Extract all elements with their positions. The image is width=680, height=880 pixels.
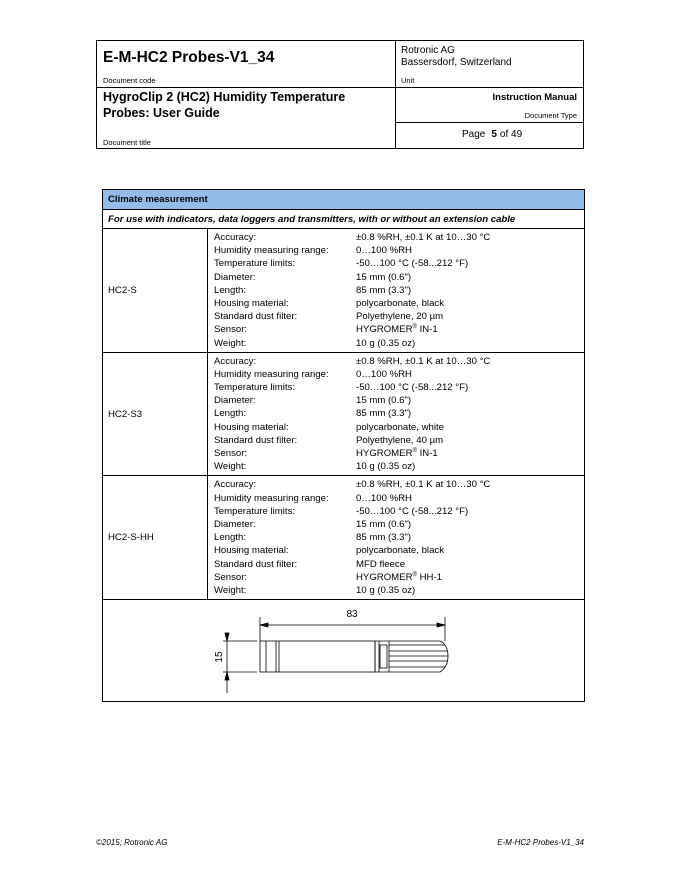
spec-label: Diameter:	[214, 518, 256, 530]
spec-value-text: MFD fleece	[356, 558, 406, 570]
footer-doc-code: E-M-HC2 Probes-V1_34	[497, 838, 584, 847]
model-name: HC2-S-HH	[103, 476, 208, 600]
diameter-label: 15	[213, 651, 225, 663]
registered-mark: ®	[412, 571, 417, 578]
spec-line	[214, 505, 584, 518]
spec-label: Accuracy:	[214, 479, 257, 491]
spec-value-text: polycarbonate, white	[356, 421, 444, 433]
page-total: of 49	[499, 129, 523, 140]
probe-dimension-drawing	[213, 605, 469, 697]
spec-value-text: 15 mm (0.6")	[356, 271, 412, 283]
spec-label: Diameter:	[214, 395, 256, 407]
spec-value-text: 85 mm (3.3")	[356, 284, 412, 296]
spec-value	[356, 518, 584, 531]
page-number: 5	[491, 129, 497, 140]
spec-value-text: -50…100 °C (-58...212 °F)	[356, 505, 469, 517]
footer-copyright: ©2015; Rotronic AG	[96, 838, 168, 847]
spec-label: Temperature limits:	[214, 505, 296, 517]
spec-line	[214, 478, 584, 491]
spec-line	[214, 447, 584, 460]
spec-value	[356, 407, 584, 420]
spec-line	[214, 310, 584, 323]
spec-value	[356, 323, 584, 336]
probe-drawing-cell	[103, 600, 585, 702]
spec-value-text: 10 g (0.35 oz)	[356, 337, 416, 349]
spec-label: Length:	[214, 408, 247, 420]
spec-line	[214, 271, 584, 284]
table-row	[103, 476, 585, 600]
spec-value	[356, 394, 584, 407]
registered-mark: ®	[412, 324, 417, 331]
table-row	[103, 229, 585, 353]
spec-line	[214, 231, 584, 244]
spec-value-text: HYGROMER	[356, 324, 413, 336]
spec-label: Sensor:	[214, 324, 248, 336]
spec-value	[356, 571, 584, 584]
spec-line	[214, 257, 584, 270]
spec-label: Housing material:	[214, 545, 289, 557]
spec-table	[102, 189, 585, 702]
document-title: HygroClip 2 (HC2) Humidity Temperature Probes: User Guide	[103, 90, 346, 120]
spec-value	[356, 310, 584, 323]
spec-list	[208, 229, 585, 353]
spec-line	[214, 337, 584, 350]
length-label: 83	[345, 608, 358, 620]
spec-value	[356, 284, 584, 297]
spec-label: Temperature limits:	[214, 382, 296, 394]
spec-value	[356, 381, 584, 394]
company-name	[401, 45, 512, 69]
spec-value-text: 85 mm (3.3")	[356, 532, 412, 544]
spec-value-text: 15 mm (0.6")	[356, 518, 412, 530]
spec-label: Accuracy:	[214, 355, 257, 367]
spec-value	[356, 460, 584, 473]
spec-value-text: Polyethylene, 20 µm	[356, 311, 444, 323]
spec-value-text: ±0.8 %RH, ±0.1 K at 10…30 °C	[356, 355, 491, 367]
spec-value-suffix: IN-1	[416, 324, 438, 336]
document-code: E-M-HC2 Probes-V1_34	[103, 49, 275, 66]
spec-line	[214, 284, 584, 297]
arrow-left-icon	[260, 623, 268, 627]
spec-line	[214, 460, 584, 473]
arrow-up-icon	[225, 672, 229, 680]
spec-value	[356, 434, 584, 447]
section-header: Climate measurement	[103, 190, 585, 210]
spec-value-text: polycarbonate, black	[356, 545, 444, 557]
spec-value	[356, 531, 584, 544]
header-divider-horizontal	[97, 87, 583, 88]
spec-value	[356, 492, 584, 505]
document-title-label: Document title	[103, 138, 151, 147]
spec-label: Humidity measuring range:	[214, 492, 329, 504]
spec-value	[356, 447, 584, 460]
spec-label: Sensor:	[214, 448, 248, 459]
spec-value	[356, 355, 584, 368]
model-name: HC2-S3	[103, 352, 208, 476]
spec-value-text: 0…100 %RH	[356, 492, 412, 504]
document-code-label: Document code	[103, 76, 156, 85]
spec-line	[214, 394, 584, 407]
spec-label: Temperature limits:	[214, 258, 296, 270]
spec-line	[214, 355, 584, 368]
spec-value	[356, 368, 584, 381]
document-type-label: Document Type	[524, 111, 577, 120]
table-row	[103, 352, 585, 476]
spec-value-text: -50…100 °C (-58...212 °F)	[356, 258, 469, 270]
section-subtitle: For use with indicators, data loggers and transmitters, with or without an extension cable	[103, 210, 585, 229]
spec-label: Length:	[214, 532, 247, 544]
registered-mark: ®	[412, 447, 417, 454]
spec-value	[356, 421, 584, 434]
spec-label: Humidity measuring range:	[214, 368, 329, 380]
spec-line	[214, 571, 584, 584]
model-name: HC2-S	[103, 229, 208, 353]
spec-value-text: polycarbonate, black	[356, 297, 444, 309]
company-line-1: Rotronic AG	[401, 45, 455, 56]
probe-body	[260, 641, 375, 672]
spec-line	[214, 558, 584, 571]
document-header	[96, 40, 584, 149]
spec-label: Weight:	[214, 337, 247, 349]
spec-value-text: 10 g (0.35 oz)	[356, 461, 416, 473]
spec-label: Housing material:	[214, 297, 289, 309]
spec-value	[356, 297, 584, 310]
spec-value	[356, 231, 584, 244]
spec-value-text: 15 mm (0.6")	[356, 395, 412, 407]
spec-line	[214, 544, 584, 557]
spec-line	[214, 297, 584, 310]
spec-value	[356, 478, 584, 491]
spec-label: Accuracy:	[214, 232, 257, 243]
spec-value	[356, 257, 584, 270]
company-line-2: Bassersdorf, Switzerland	[401, 57, 512, 68]
spec-line	[214, 407, 584, 420]
spec-label: Length:	[214, 284, 247, 296]
arrow-down-icon	[225, 633, 229, 641]
spec-line	[214, 518, 584, 531]
spec-line	[214, 421, 584, 434]
spec-value-text: HYGROMER	[356, 571, 413, 583]
spec-label: Weight:	[214, 461, 247, 473]
spec-label: Sensor:	[214, 571, 248, 583]
spec-value-suffix: HH-1	[416, 571, 442, 583]
unit-label: Unit	[401, 76, 415, 85]
spec-value-suffix: IN-1	[416, 448, 438, 459]
spec-line	[214, 323, 584, 336]
header-divider-vertical	[395, 41, 396, 148]
spec-value-text: -50…100 °C (-58...212 °F)	[356, 382, 469, 394]
spec-line	[214, 531, 584, 544]
spec-line	[214, 381, 584, 394]
spec-value-text: ±0.8 %RH, ±0.1 K at 10…30 °C	[356, 479, 491, 491]
document-type: Instruction Manual	[492, 92, 577, 103]
page-indicator	[462, 129, 522, 140]
spec-line	[214, 492, 584, 505]
spec-value	[356, 505, 584, 518]
spec-label: Standard dust filter:	[214, 434, 298, 446]
spec-value-text: HYGROMER	[356, 448, 413, 459]
spec-value	[356, 244, 584, 257]
spec-line	[214, 584, 584, 597]
spec-value-text: 0…100 %RH	[356, 368, 412, 380]
spec-label: Diameter:	[214, 271, 256, 283]
spec-line	[214, 244, 584, 257]
spec-value	[356, 544, 584, 557]
spec-value	[356, 558, 584, 571]
spec-value-text: Polyethylene, 40 µm	[356, 434, 444, 446]
spec-label: Humidity measuring range:	[214, 245, 329, 257]
spec-list	[208, 476, 585, 600]
spec-label: Standard dust filter:	[214, 558, 298, 570]
spec-value-text: 85 mm (3.3")	[356, 408, 412, 420]
arrow-right-icon	[437, 623, 445, 627]
spec-value-text: 0…100 %RH	[356, 245, 412, 257]
spec-label: Weight:	[214, 584, 247, 596]
spec-list	[208, 352, 585, 476]
spec-value	[356, 271, 584, 284]
spec-value-text: ±0.8 %RH, ±0.1 K at 10…30 °C	[356, 232, 491, 243]
spec-label: Standard dust filter:	[214, 311, 298, 323]
spec-line	[214, 368, 584, 381]
spec-value	[356, 337, 584, 350]
spec-value	[356, 584, 584, 597]
spec-value-text: 10 g (0.35 oz)	[356, 584, 416, 596]
spec-label: Housing material:	[214, 421, 289, 433]
header-divider-right	[395, 122, 583, 123]
page-label: Page	[462, 129, 486, 140]
spec-line	[214, 434, 584, 447]
